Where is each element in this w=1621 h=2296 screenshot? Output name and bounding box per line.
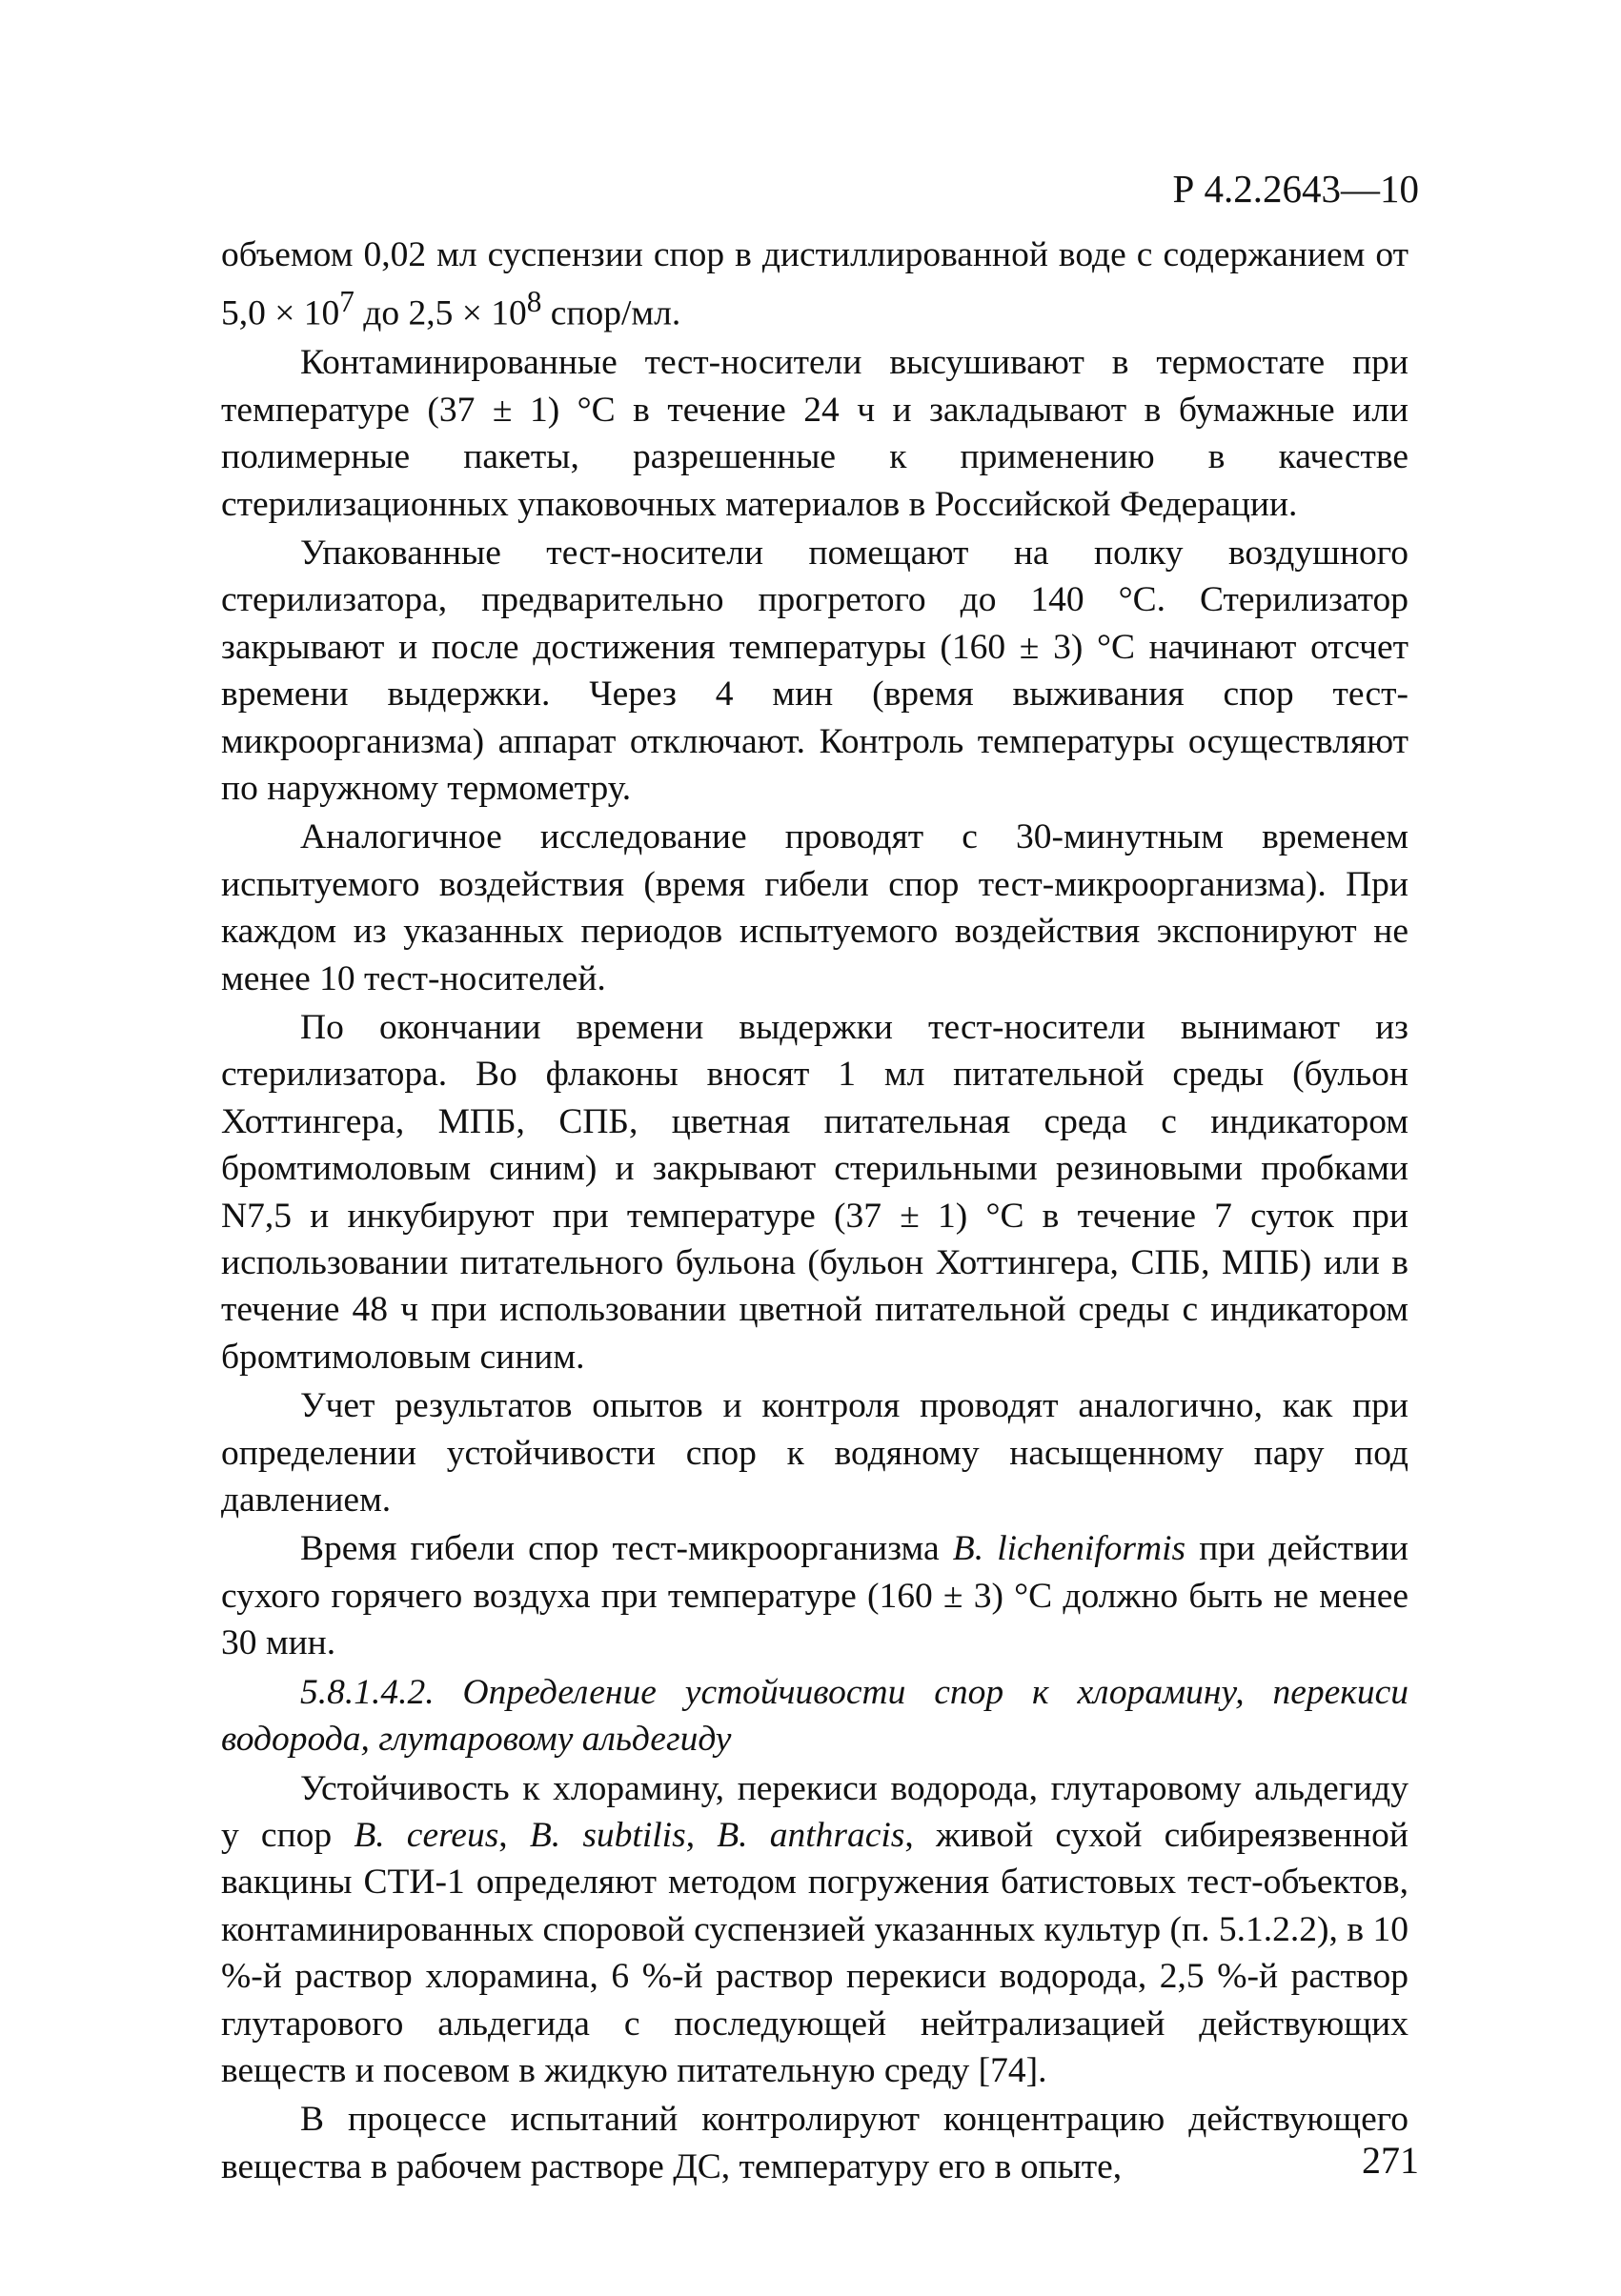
species-name: B. cereus (354, 1815, 499, 1855)
paragraph: Упакованные тест-носители помещают на полку воздушного стерилизатора, предварительно прогретого до 140 °С. Стерилизатор закрывают и после достижения температуры (160 ± 3) °С начинают отсчет времени выдержки. Через 4 мин (время выживания спор тест-микроорганизма) аппарат отключают. Контроль температуры осуществляют по наружному термометру. (221, 533, 1408, 808)
paragraph: Учет результатов опытов и контроля проводят аналогично, как при определении устойчивости спор к водяному насыщенному пару под давлением. (221, 1386, 1408, 1521)
species-name: B. subtilis (529, 1815, 686, 1855)
paragraph: Контаминированные тест-носители высушивают в термостате при температуре (37 ± 1) °С в течение 24 ч и закладывают в бумажные или полимерные пакеты, разрешенные к применению в качестве стерилизационных упаковочных материалов в Российской Федерации. (221, 343, 1408, 524)
page-number: 271 (1362, 2139, 1419, 2182)
document-code: Р 4.2.2643—10 (1172, 167, 1419, 211)
body-text (221, 232, 1408, 2190)
paragraph: В процессе испытаний контролируют концентрацию действующего вещества в рабочем растворе ДС, температуру его в опыте, (221, 2100, 1408, 2186)
species-name: B. anthracis (717, 1815, 905, 1855)
paragraph: Время гибели спор тест-микроорганизма B. licheniformis при действии сухого горячего воздуха при температуре (160 ± 3) °С должно быть не менее 30 мин. (221, 1529, 1409, 1663)
section-heading: 5.8.1.4.2. Определение устойчивости спор к хлорамину, перекиси водорода, глутаровому альдегиду (221, 1672, 1408, 1760)
paragraph: Аналогичное исследование проводят с 30-минутным временем испытуемого воздействия (время гибели спор тест-микроорганизма). При каждом из указанных периодов испытуемого воздействия экспонируют не менее 10 тест-носителей. (221, 817, 1408, 998)
paragraph: По окончании времени выдержки тест-носители вынимают из стерилизатора. Во флаконы вносят 1 мл питательной среды (бульон Хоттингера, МПБ, СПБ, цветная питательная среда с индикатором бромтимоловым синим) и закрывают стерильными резиновыми пробками N7,5 и инкубируют при температуре (37 ± 1) °С в течение 7 суток при использовании питательного бульона (бульон Хоттингера, СПБ, МПБ) или в течение 48 ч при использовании цветной питательной среды с индикатором бромтимоловым синим. (221, 1008, 1408, 1377)
paragraph: Устойчивость к хлорамину, перекиси водорода, глутаровому альдегиду у спор B. cereus, B. subtilis, B. anthracis, живой сухой сибиреязвенной вакцины СТИ-1 определяют методом погружения батистовых тест-объектов, контаминированных споровой суспензией указанных культур (п. 5.1.2.2), в 10 %-й раствор хлорамина, 6 %-й раствор перекиси водорода, 2,5 %-й раствор глутарового альдегида с последующей нейтрализацией действующих веществ и посевом в жидкую питательную среду [74]. (221, 1768, 1409, 2090)
species-name: B. licheniformis (952, 1529, 1186, 1569)
paragraph: объемом 0,02 мл суспензии спор в дистиллированной воде с содержанием от $5,0 \times 10^7$ до $2,5 \times 10^8$ спор/мл. (221, 235, 1408, 333)
